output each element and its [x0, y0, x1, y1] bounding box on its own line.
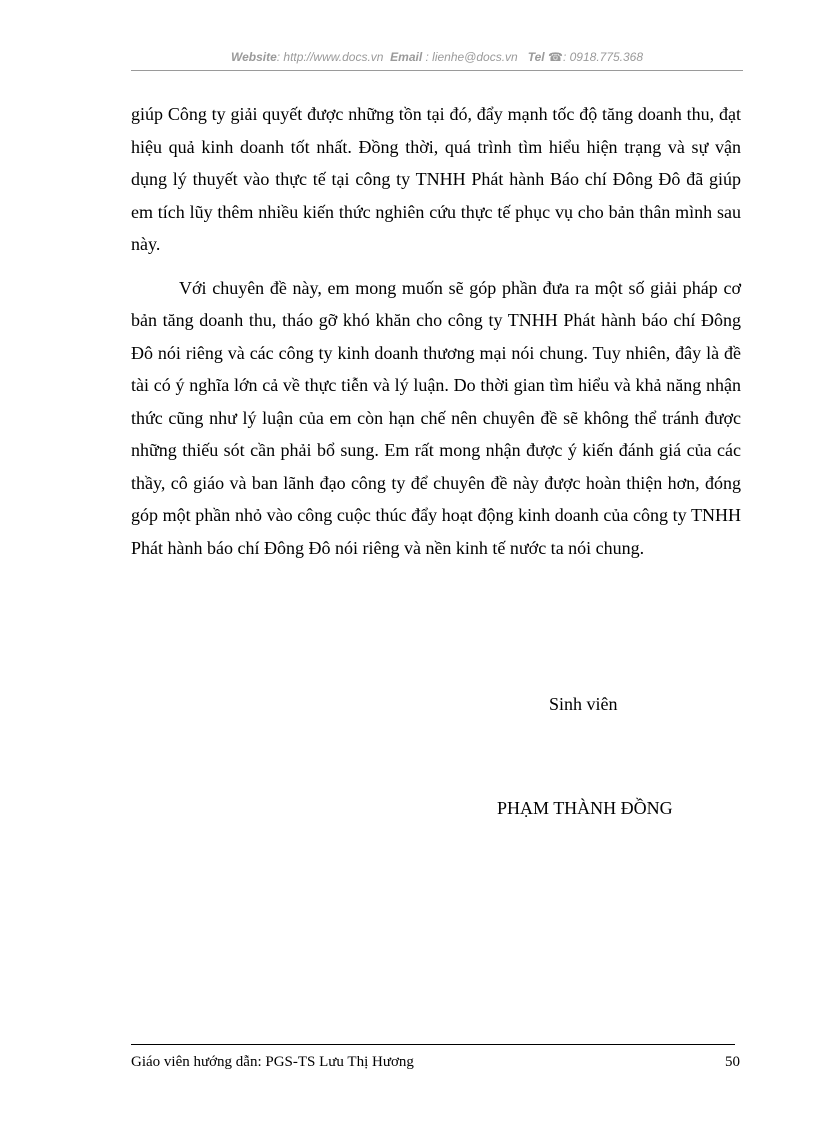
website-label: Website [230, 50, 277, 64]
header-divider [131, 70, 743, 71]
paragraph-1: giúp Công ty giải quyết được những tồn tại đó, đẩy mạnh tốc độ tăng doanh thu, đạt hiệu quả kinh doanh tốt nhất. Đồng thời, quá trình tìm hiểu hiện trạng và sự vận dụng lý thuyết vào thực tế tại công ty TNHH Phát hành Báo chí Đông Đô đã giúp em tích lũy thêm nhiều kiến thức nghiên cứu thực tế phục vụ cho bản thân mình sau này. [131, 104, 741, 254]
email-label: Email [390, 50, 423, 64]
document-body [131, 98, 741, 564]
signature-role: Sinh viên [549, 694, 618, 714]
footer-advisor: Giáo viên hướng dẫn: PGS-TS Lưu Thị Hương [131, 1054, 414, 1070]
phone-icon: ☎ [548, 50, 563, 64]
tel-label: Tel [527, 50, 545, 64]
page-number: 50 [725, 1054, 740, 1070]
tel-value: : 0918.775.368 [562, 50, 644, 64]
email-value: : lienhe@docs.vn [422, 50, 518, 64]
page-header [131, 50, 743, 64]
footer-divider [131, 1044, 735, 1045]
website-value: : http://www.docs.vn [276, 50, 384, 64]
signature-name: PHẠM THÀNH ĐỒNG [497, 798, 673, 818]
paragraph-2: Với chuyên đề này, em mong muốn sẽ góp phần đưa ra một số giải pháp cơ bản tăng doanh thu, tháo gỡ khó khăn cho công ty TNHH Phát hành báo chí Đông Đô nói riêng và các công ty kinh doanh thương mại nói chung. Tuy nhiên, đây là đề tài có ý nghĩa lớn cả về thực tiễn và lý luận. Do thời gian tìm hiểu và khả năng nhận thức cũng như lý luận của em còn hạn chế nên chuyên đề sẽ không thể tránh được những thiếu sót cần phải bổ sung. Em rất mong nhận được ý kiến đánh giá của các thầy, cô giáo và ban lãnh đạo công ty để chuyên đề này được hoàn thiện hơn, đóng góp một phần nhỏ vào công cuộc thúc đẩy hoạt động kinh doanh của công ty TNHH Phát hành báo chí Đông Đô nói riêng và nền kinh tế nước ta nói chung. [131, 277, 741, 558]
